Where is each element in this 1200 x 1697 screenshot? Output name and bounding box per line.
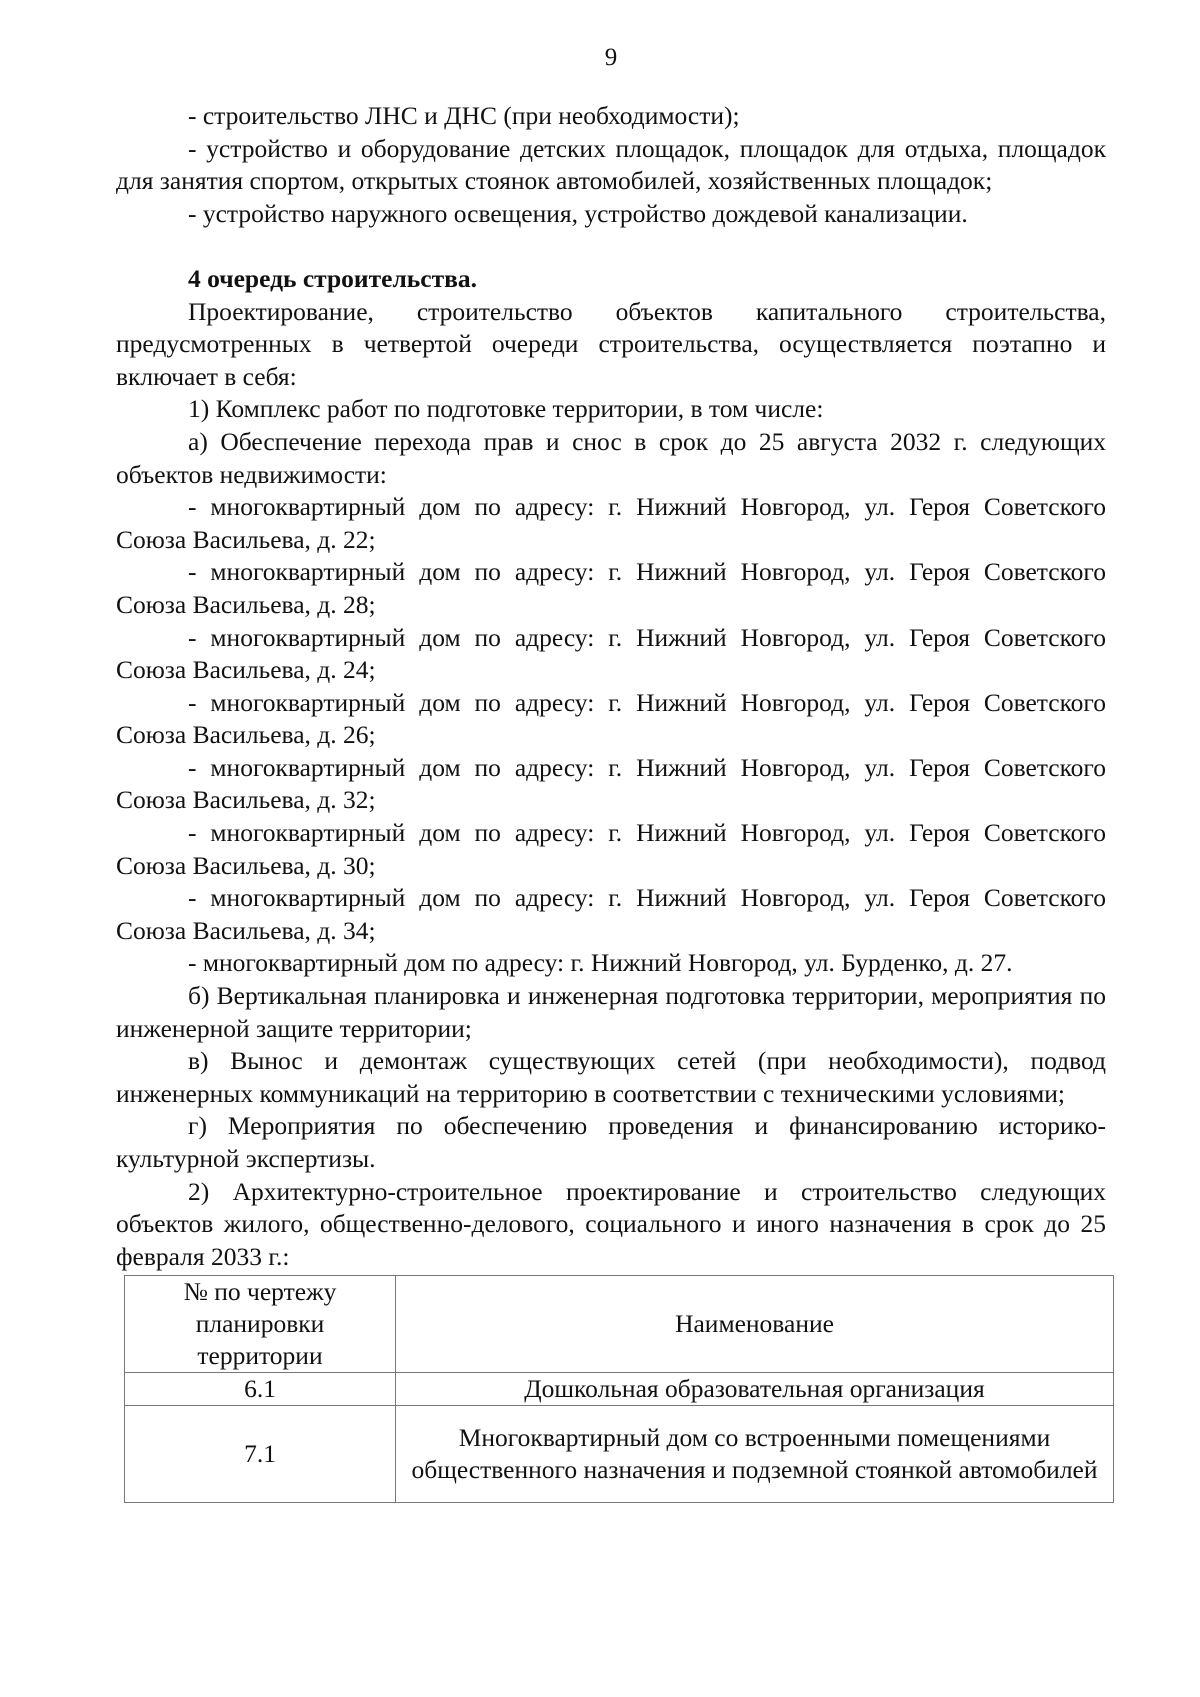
building-item: - многоквартирный дом по адресу: г. Нижний Новгород, ул. Героя Советского Союза Васильева, д. 24; [116, 622, 1106, 685]
section-heading: 4 очередь строительства. [188, 263, 477, 293]
table-row [125, 1373, 1114, 1406]
cell-name: Многоквартирный дом со встроенными помещениями общественного назначения и подземной стоянкой автомобилей [396, 1406, 1114, 1503]
page-number: 9 [604, 44, 618, 71]
paragraph-lns-dns: - строительство ЛНС и ДНС (при необходимости); [188, 101, 740, 130]
cell-name: Дошкольная образовательная организация [396, 1373, 1114, 1406]
building-item: - многоквартирный дом по адресу: г. Нижний Новгород, ул. Героя Советского Союза Васильева, д. 32; [116, 752, 1106, 815]
item-1b: б) Вертикальная планировка и инженерная подготовка территории, мероприятия по инженерной защите территории; [116, 981, 1106, 1043]
item-1v: в) Вынос и демонтаж существующих сетей (при необходимости), подвод инженерных коммуникаций на территорию в соответствии с техническими условиями; [116, 1046, 1106, 1108]
paragraph-gap [116, 230, 1106, 263]
objects-table [124, 1275, 1114, 1503]
paragraph-playgrounds: - устройство и оборудование детских площадок, площадок для отдыха, площадок для занятия спортом, открытых стоянок автомобилей, хозяйственных площадок; [116, 133, 1106, 196]
item-1a: а) Обеспечение перехода прав и снос в срок до 25 августа 2032 г. следующих объектов недвижимости: [116, 426, 1106, 489]
section-intro: Проектирование, строительство объектов капитального строительства, предусмотренных в четвертой очереди строительства, осуществляется поэтапно и включает в себя: [116, 296, 1106, 391]
building-item: - многоквартирный дом по адресу: г. Нижний Новгород, ул. Героя Советского Союза Васильева, д. 22; [116, 492, 1106, 554]
item-1: 1) Комплекс работ по подготовке территории, в том числе: [188, 394, 824, 424]
cell-number: 7.1 [125, 1406, 396, 1503]
building-item: - многоквартирный дом по адресу: г. Нижний Новгород, ул. Героя Советского Союза Васильева, д. 28; [116, 557, 1106, 619]
document-body [116, 100, 1106, 1503]
item-1g: г) Мероприятия по обеспечению проведения и финансированию историко-культурной экспертизы. [116, 1111, 1106, 1173]
table-row [125, 1406, 1114, 1503]
table-header-row [125, 1276, 1114, 1373]
paragraph-lighting: - устройство наружного освещения, устройство дождевой канализации. [188, 198, 968, 228]
item-2: 2) Архитектурно-строительное проектирование и строительство следующих объектов жилого, общественно-делового, социального и иного назначения в срок до 25 февраля 2033 г.: [116, 1176, 1106, 1271]
header-name: Наименование [396, 1276, 1114, 1373]
building-item: - многоквартирный дом по адресу: г. Нижний Новгород, ул. Героя Советского Союза Васильева, д. 30; [116, 818, 1106, 880]
building-item: - многоквартирный дом по адресу: г. Нижний Новгород, ул. Бурденко, д. 27. [188, 948, 1013, 978]
building-item: - многоквартирный дом по адресу: г. Нижний Новгород, ул. Героя Советского Союза Васильева, д. 34; [116, 883, 1106, 945]
cell-number: 6.1 [125, 1373, 396, 1406]
header-drawing-number: № по чертежу планировки территории [125, 1276, 396, 1373]
building-item: - многоквартирный дом по адресу: г. Нижний Новгород, ул. Героя Советского Союза Васильева, д. 26; [116, 687, 1106, 750]
